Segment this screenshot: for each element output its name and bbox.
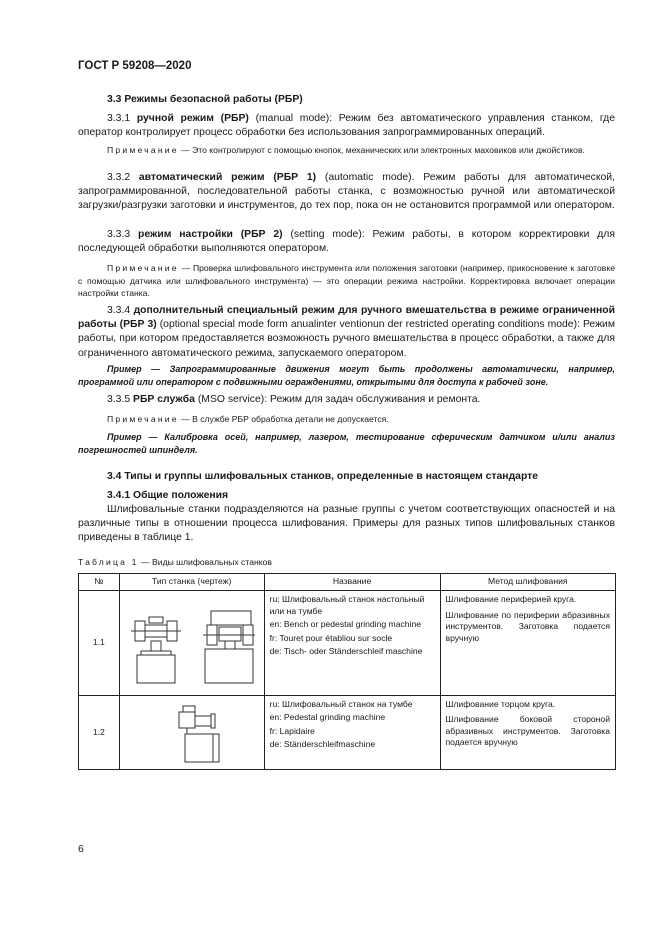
section-3-4-1-title: 3.4.1 Общие положения (107, 490, 229, 501)
document-header: ГОСТ Р 59208—2020 (78, 60, 192, 72)
example-1: Пример — Запрограммированные движения могут быть продолжены автоматически, например, программой или оператором с подвижными ограждениями, открытыми для доступа к рабочей зоне. (78, 364, 615, 387)
example-2: Пример — Калибровка осей, например, лазером, тестирование сферическим датчиком и/или анализ погрешностей шпинделя. (78, 432, 615, 455)
paragraph-3-3-3: 3.3.3 режим настройки (РБР 2) (setting mode): Режим работы, в котором корректировки для последующей обработки выполняются оператором. (78, 229, 615, 255)
row-name: ru: Шлифовальный станок настольный или на тумбе en: Bench or pedestal grinding machine fr: Touret pour établiou sur socle de: Tisch- oder Ständerschleif maschine (264, 591, 440, 696)
row-method: Шлифование периферией круга. Шлифование по периферии абразивных инструментов. Заготовка подается вручную (440, 591, 615, 696)
section-3-4-1-text: Шлифовальные станки подразделяются на разные группы с учетом соответствующих опасностей и на различные типы в отношении процесса шлифования. Примеры для разных типов шлифовальных станков приведены в таблице 1. (78, 504, 615, 544)
note-2: Примечание — Проверка шлифовального инструмента или положения заготовки (например, прикосновение к заготовке с помощью датчика или шлифовального инструмента) — это операции режима настройки. Корректировка включает операции настройки станка. (78, 263, 615, 298)
paragraph-3-3-1: 3.3.1 ручной режим (РБР) (manual mode): Режим без автоматического управления станком, где оператор контролирует процесс обработки без использования запрограммированных операций. (78, 113, 615, 139)
header-method: Метод шлифования (440, 574, 615, 591)
page-number: 6 (78, 844, 84, 855)
pedestal-grinder-drawing (119, 695, 264, 770)
header-drawing: Тип станка (чертеж) (119, 574, 264, 591)
paragraph-3-3-5: 3.3.5 РБР служба (MSO service): Режим для задач обслуживания и ремонта. (107, 394, 481, 405)
paragraph-3-3-2: 3.3.2 автоматический режим (РБР 1) (automatic mode). Режим работы для автоматической, запрограммированной, последовательной работы станка, с возможностью ручной или автоматической загрузки/разгрузки заготовки и инструментов, до тех пор, пока он не остановится программой или оператором. (78, 172, 615, 212)
note-3: Примечание — В службе РБР обработка детали не допускается. (107, 414, 389, 424)
note-1: Примечание — Это контролируют с помощью кнопок, механических или электронных маховиков или джойстиков. (107, 145, 585, 155)
section-3-3-title: 3.3 Режимы безопасной работы (РБР) (107, 94, 303, 105)
row-method: Шлифование торцом круга. Шлифование боковой стороной абразивных инструментов. Заготовка подается вручную (440, 695, 615, 770)
header-number: № (79, 574, 120, 591)
pedestal-grinder-icon (127, 698, 257, 764)
table-header-row (79, 574, 616, 591)
table-row (79, 591, 616, 696)
row-number: 1.1 (79, 591, 120, 696)
row-name: ru: Шлифовальный станок на тумбе en: Pedestal grinding machine fr: Lapidaire de: Ständerschleifmaschine (264, 695, 440, 770)
table-caption: Таблица 1 — Виды шлифовальных станков (78, 557, 272, 567)
section-3-4-title: 3.4 Типы и группы шлифовальных станков, определенные в настоящем стандарте (107, 471, 539, 482)
machine-types-table (78, 573, 616, 770)
bench-grinder-icon (127, 593, 257, 689)
table-row (79, 695, 616, 770)
bench-grinder-drawing (119, 591, 264, 696)
header-name: Название (264, 574, 440, 591)
paragraph-3-3-4: 3.3.4 дополнительный специальный режим для ручного вмешательства в режиме ограниченной работы (РБР 3) (optional special mode form anualinter ventionun der restricted operating conditions mode): Режим работы, при котором предоставляется возможность ручного вмешательства в процесс обработки, а также для ограниченного автоматического режима, запускаемого оператором. (78, 305, 615, 359)
row-number: 1.2 (79, 695, 120, 770)
